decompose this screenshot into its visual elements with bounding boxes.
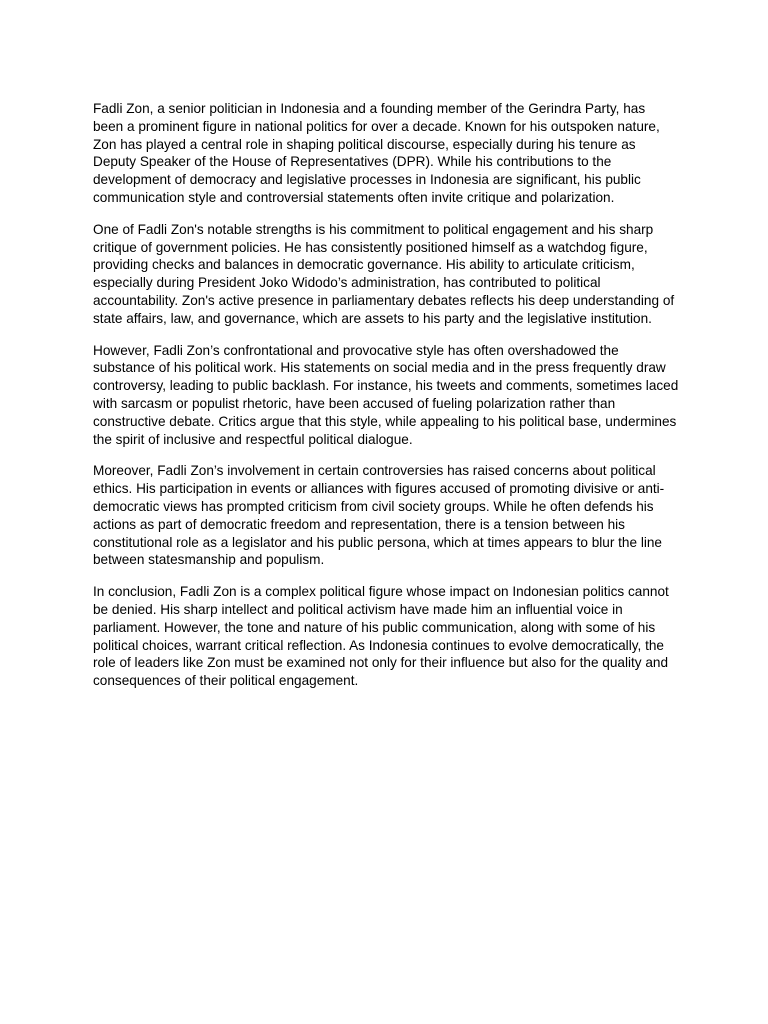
paragraph-4: Moreover, Fadli Zon’s involvement in certain controversies has raised concerns about political ethics. His participation in events or alliances with figures accused of promoting divisive or anti-democratic views has prompted criticism from civil society groups. While he often defends his actions as part of democratic freedom and representation, there is a tension between his constitutional role as a legislator and his public persona, which at times appears to blur the line between statesmanship and populism.: [93, 463, 665, 568]
paragraph-2: One of Fadli Zon's notable strengths is his commitment to political engagement and his sharp critique of government policies. He has consistently positioned himself as a watchdog figure, providing checks and balances in democratic governance. His ability to articulate criticism, especially during President Joko Widodo’s administration, has contributed to political accountability. Zon's active presence in parliamentary debates reflects his deep understanding of state affairs, law, and governance, which are assets to his party and the legislative institution.: [93, 221, 675, 326]
document-body: [93, 100, 679, 704]
paragraph-1: Fadli Zon, a senior politician in Indonesia and a founding member of the Gerindra Party, has been a prominent figure in national politics for over a decade. Known for his outspoken nature, Zon has played a central role in shaping political discourse, especially during his tenure as Deputy Speaker of the House of Representatives (DPR). While his contributions to the development of democracy and legislative processes in Indonesia are significant, his public communication style and controversial statements often invite critique and polarization.: [93, 101, 660, 205]
paragraph-3: However, Fadli Zon’s confrontational and provocative style has often overshadowed the substance of his political work. His statements on social media and in the press frequently draw controversy, leading to public backlash. For instance, his tweets and comments, sometimes laced with sarcasm or populist rhetoric, have been accused of fueling polarization rather than constructive debate. Critics argue that this style, while appealing to his political base, undermines the spirit of inclusive and respectful political dialogue.: [93, 342, 679, 447]
paragraph-5: In conclusion, Fadli Zon is a complex political figure whose impact on Indonesian politics cannot be denied. His sharp intellect and political activism have made him an influential voice in parliament. However, the tone and nature of his public communication, along with some of his political choices, warrant critical reflection. As Indonesia continues to evolve democratically, the role of leaders like Zon must be examined not only for their influence but also for the quality and consequences of their political engagement.: [93, 584, 669, 689]
